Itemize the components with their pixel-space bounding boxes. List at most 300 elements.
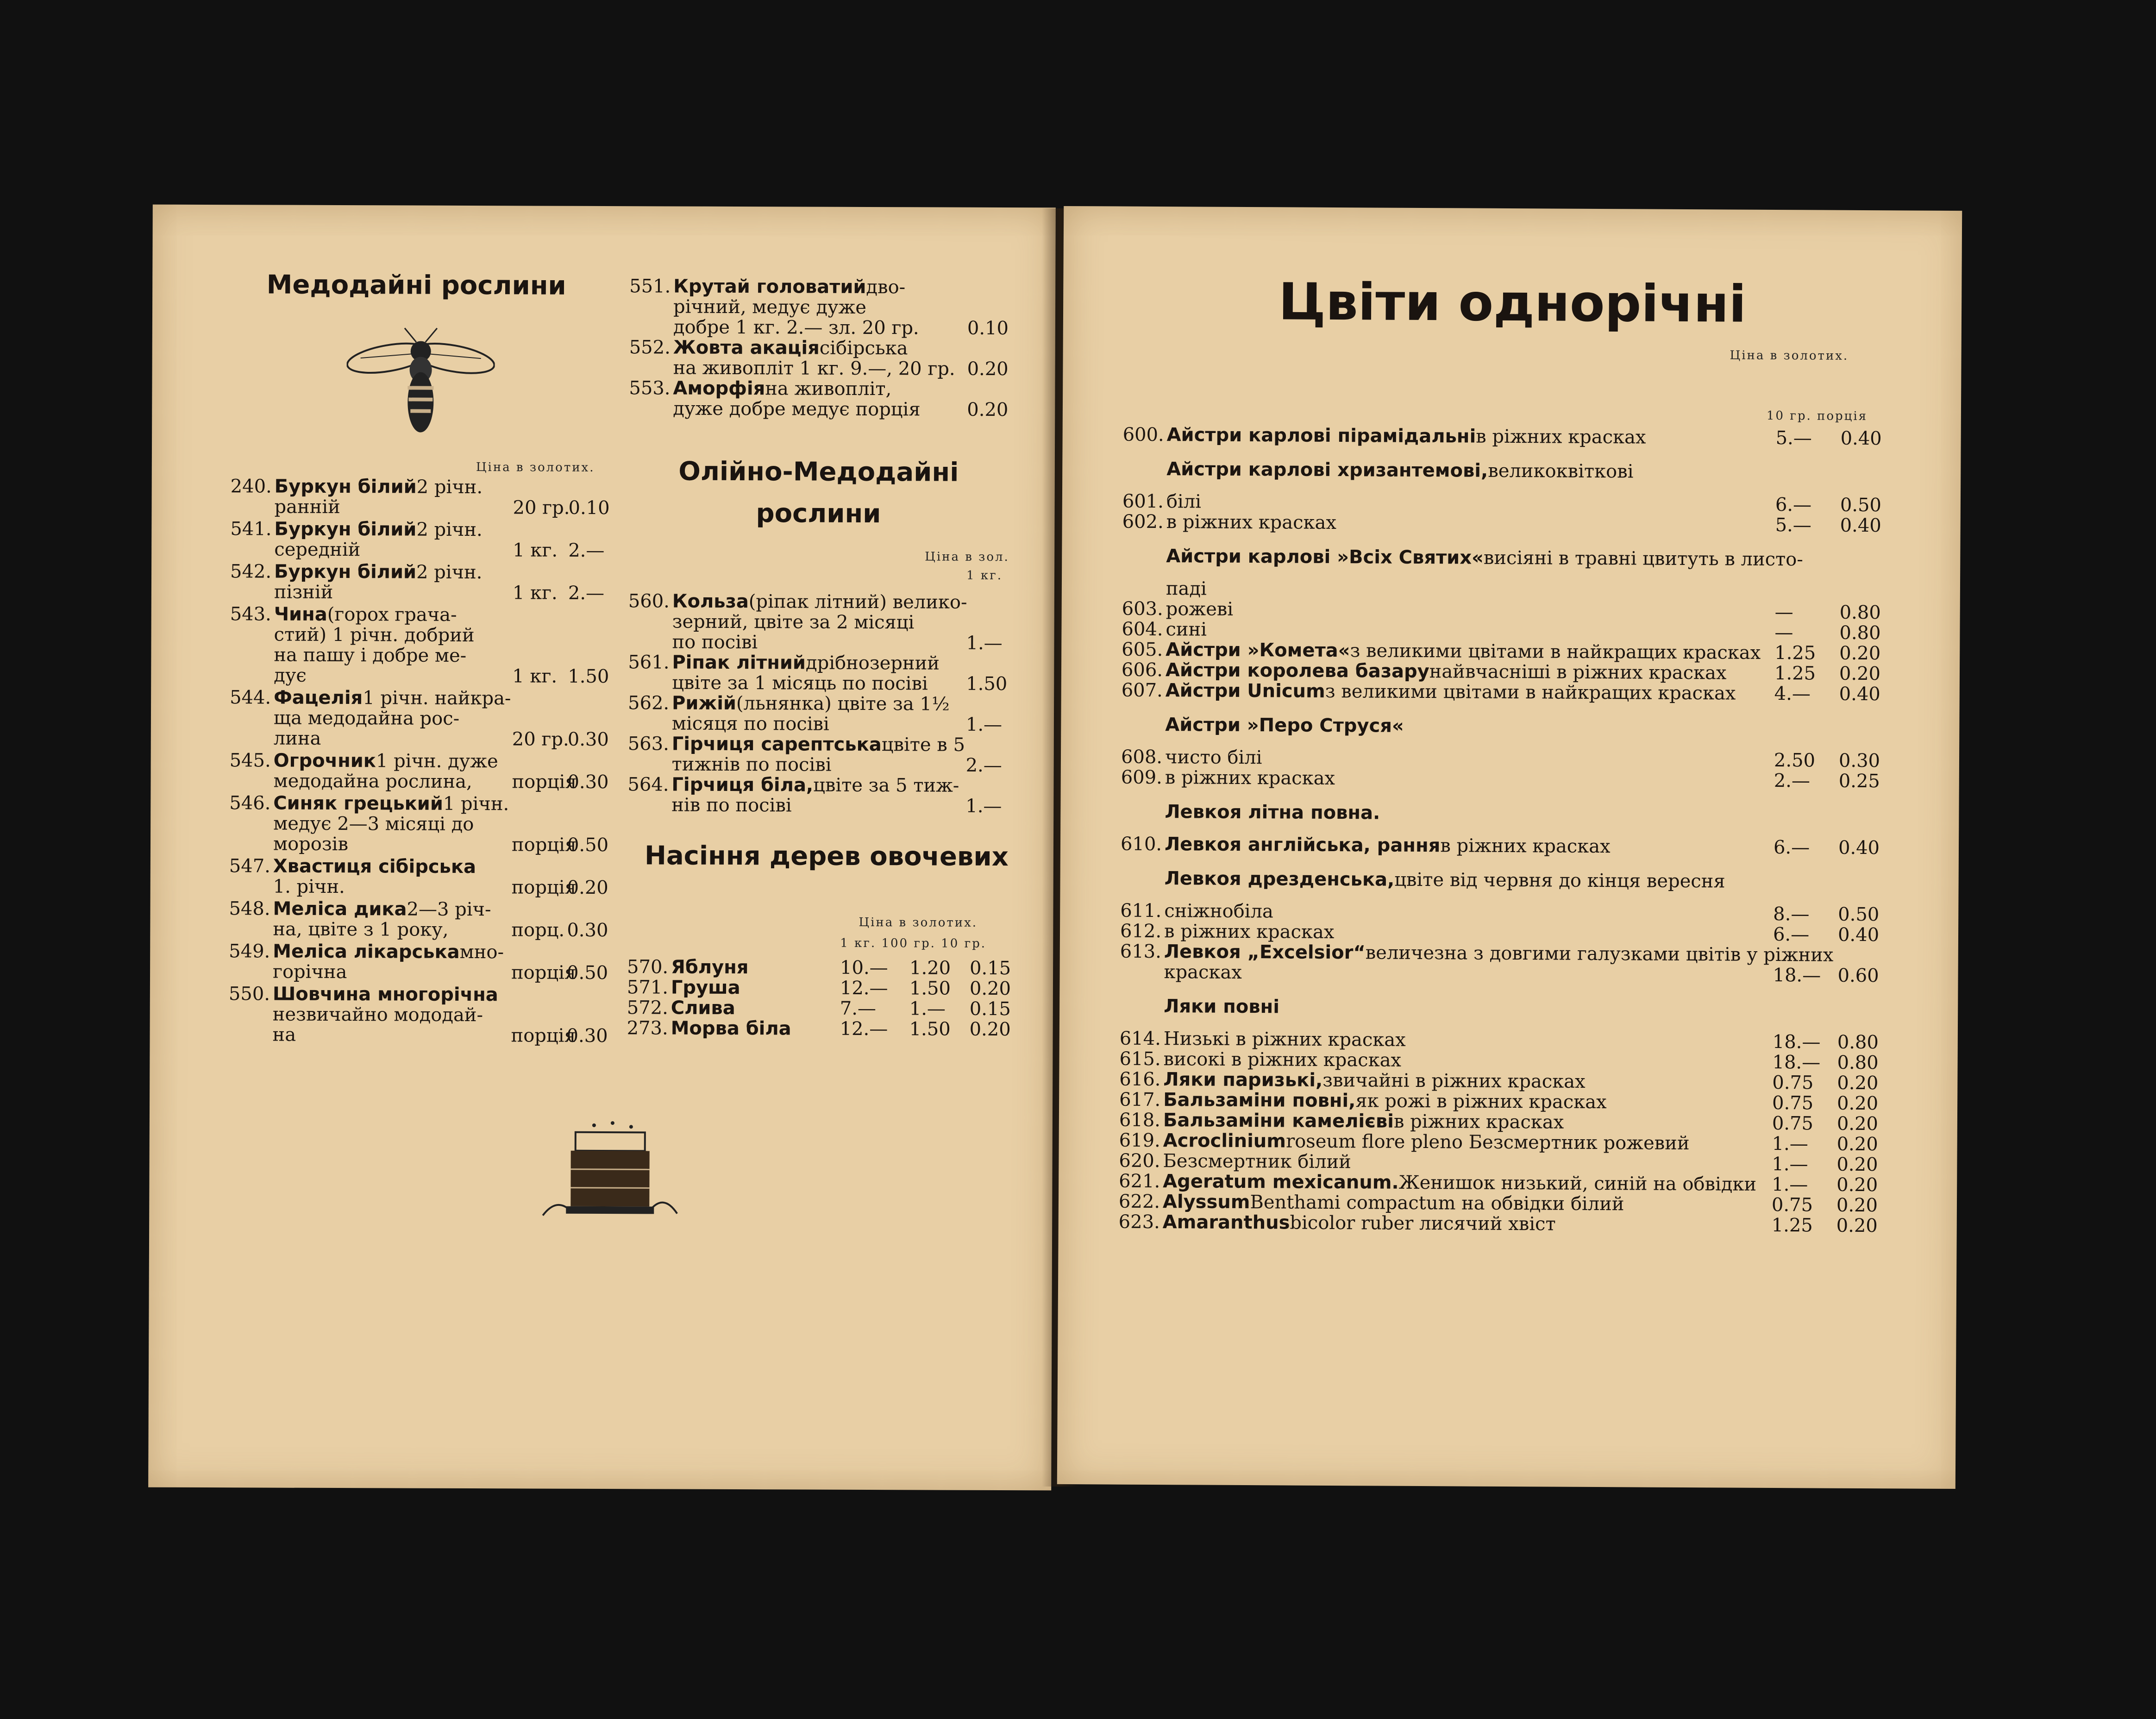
item-description: 2—3 річ- — [407, 898, 491, 921]
item-description: сині — [1166, 619, 1207, 640]
price-10g: 1.— — [1772, 1133, 1808, 1155]
item-number: 549. — [229, 941, 270, 962]
honey-title: Медодайні рослини — [266, 270, 566, 301]
item-unit: порція — [512, 771, 577, 793]
price-100g: 1.50 — [909, 1018, 951, 1040]
item-name: Жовта акація — [673, 337, 820, 359]
item-description: (льнянка) цвіте за 1½ — [736, 693, 950, 715]
item-description: 1 річн. — [443, 793, 509, 815]
item-description-line: добре 1 кг. 2.— зл. 20 гр. — [673, 316, 919, 339]
price-portion: 0.50 — [1838, 903, 1880, 926]
price-portion: 0.20 — [1837, 1072, 1879, 1094]
price-portion: 0.40 — [1840, 514, 1881, 537]
item-description: цвіте від червня до кінця вересня — [1394, 869, 1725, 892]
item-name: Левкоя англійська, рання — [1164, 834, 1441, 857]
item-name: Слива — [671, 997, 735, 1019]
item-number: 545. — [229, 750, 271, 772]
item-description-line: на живопліт 1 кг. 9.—, 20 гр. — [673, 357, 955, 380]
item-number: 542. — [230, 561, 272, 583]
section-heading — [1122, 458, 1633, 483]
item-price: 0.30 — [566, 1025, 608, 1047]
item-description-line: пізній — [274, 581, 333, 603]
honey-item — [629, 276, 905, 298]
item-number: 547. — [229, 855, 270, 877]
item-number: 623. — [1118, 1211, 1160, 1233]
flower-item — [1119, 1089, 1607, 1113]
item-description: дво- — [866, 276, 906, 298]
fruit-header-2: 1 кг. 100 гр. 10 гр. — [840, 936, 987, 951]
item-name: Кольза — [672, 590, 749, 613]
item-description-line: зерний, цвіте за 2 місяці — [672, 611, 915, 634]
flower-item — [1120, 1028, 1406, 1051]
price-10g: 8.— — [1773, 903, 1810, 925]
item-description: великоквіткові — [1488, 460, 1634, 483]
price-portion: 0.20 — [1836, 1113, 1879, 1135]
item-price: 2.— — [568, 540, 605, 562]
oil-item — [627, 774, 959, 796]
item-description-line: незвичайно мододай- — [272, 1004, 483, 1026]
fruit-item — [627, 997, 735, 1019]
right-price-header: Ціна в золотих. — [1730, 348, 1849, 363]
item-name: Аморфія — [673, 377, 765, 400]
flower-item — [1123, 424, 1646, 448]
item-description: в ріжних красках — [1166, 511, 1337, 534]
item-price: 0.30 — [567, 771, 609, 793]
item-description-line: на пашу і добре ме- — [274, 644, 467, 666]
item-description-line: по посіві — [672, 631, 758, 653]
fruit-item — [627, 1017, 791, 1039]
item-description: чисто білі — [1165, 747, 1262, 769]
item-name: Буркун білий — [274, 518, 417, 540]
item-number: 605. — [1122, 639, 1163, 661]
honey-item — [230, 750, 498, 772]
item-description: звичайні в ріжних красках — [1322, 1069, 1586, 1092]
item-description: в ріжних красках — [1164, 921, 1335, 943]
item-description: паді — [1166, 578, 1207, 600]
flower-item — [1119, 1048, 1401, 1071]
item-description: висіяні в травні цвитуть в листо- — [1483, 547, 1803, 571]
flower-item — [1122, 511, 1337, 533]
item-price: 0.20 — [967, 358, 1009, 380]
flower-item — [1120, 921, 1335, 943]
item-description-line: медує 2—3 місяці до — [273, 813, 474, 835]
item-description: bicolor ruber лисячий хвіст — [1290, 1212, 1556, 1235]
item-number: 553. — [629, 377, 671, 399]
item-description: в ріжних красках — [1476, 426, 1646, 448]
price-portion: 0.40 — [1839, 683, 1880, 705]
item-description-line: 1. річн. — [273, 876, 345, 898]
price-10g: 1.25 — [1774, 642, 1816, 664]
section-heading — [1120, 996, 1279, 1018]
item-description-line: лина — [273, 728, 321, 749]
item-number: 541. — [230, 518, 272, 540]
price-100g: 1.— — [909, 998, 946, 1020]
price-portion: 0.80 — [1839, 602, 1881, 624]
fruit-header-1: Ціна в золотих. — [859, 915, 978, 930]
item-number: 617. — [1119, 1089, 1161, 1111]
item-price: 1.— — [965, 714, 1003, 736]
item-number: 546. — [229, 792, 271, 814]
item-number: 607. — [1121, 679, 1163, 702]
right-page — [1057, 206, 1962, 1489]
fruit-items — [153, 205, 1056, 208]
item-description: мно- — [459, 941, 504, 963]
item-number: 560. — [628, 590, 670, 612]
item-description: 2 річн. — [416, 561, 483, 583]
item-description-line: річний, медує дуже — [673, 296, 867, 318]
item-name: Бальзаміни камелієві — [1163, 1110, 1394, 1132]
price-portion: 0.80 — [1839, 622, 1881, 644]
item-description: величезна з довгими галузками цвітів у ріжних — [1365, 942, 1834, 966]
item-number — [1122, 458, 1166, 480]
item-name: Синяк грецький — [273, 792, 444, 815]
item-price: 0.30 — [567, 728, 609, 751]
item-price: 2.— — [568, 582, 605, 604]
oil-title-2: рослини — [756, 498, 881, 529]
item-description: в ріжних красках — [1165, 767, 1335, 790]
item-name: Меліса лікарська — [273, 941, 460, 963]
item-number: 610. — [1120, 833, 1162, 855]
item-description: як рожі в ріжних красках — [1355, 1090, 1607, 1113]
price-portion: 0.20 — [1836, 1154, 1878, 1176]
price-100g: 1.50 — [909, 978, 951, 999]
item-name: Бальзаміни повні, — [1163, 1089, 1356, 1112]
price-100g: 1.20 — [909, 957, 951, 979]
honey-item — [229, 855, 476, 878]
item-description: з великими цвітами в найкращих красках — [1350, 640, 1761, 664]
flower-items — [1064, 206, 1962, 211]
item-description: цвіте за 5 тиж- — [813, 774, 959, 797]
price-10g: 18.— — [1772, 1051, 1821, 1073]
price-10g: 6.— — [1773, 923, 1810, 946]
honey-item — [230, 561, 483, 583]
price-portion: 0.20 — [1836, 1215, 1878, 1237]
price-portion: 0.20 — [1839, 642, 1881, 665]
item-name: Ляки паризькі, — [1163, 1069, 1323, 1091]
item-price: 1.— — [965, 795, 1002, 817]
price-portion: 0.20 — [1836, 1174, 1878, 1196]
item-description-line: горічна — [272, 961, 347, 983]
item-description: рожеві — [1166, 598, 1234, 620]
honey-item — [231, 476, 483, 498]
item-name: Груша — [671, 977, 740, 999]
item-number — [1121, 714, 1165, 735]
item-number: 615. — [1119, 1048, 1161, 1070]
item-price: 0.50 — [566, 962, 608, 984]
item-description: цвіте в 5 — [881, 734, 965, 756]
honey-item — [229, 983, 498, 1005]
item-number: 544. — [230, 687, 271, 709]
price-portion: 0.20 — [1836, 1133, 1878, 1155]
item-description: Женишок низький, синій на обвідки — [1398, 1172, 1757, 1195]
item-name: Хвастиця сібірська — [273, 855, 476, 878]
price-10g: 0.20 — [969, 978, 1011, 1000]
item-price: 1.50 — [966, 673, 1008, 695]
left-page — [148, 205, 1056, 1491]
price-1kg: 7.— — [840, 998, 877, 1020]
honey-items — [153, 205, 1056, 208]
price-portion: 0.20 — [1836, 1194, 1878, 1217]
item-number: 608. — [1121, 746, 1163, 768]
item-name: Айстри Unicum — [1165, 680, 1325, 702]
flower-item — [1122, 578, 1207, 600]
price-10g: 6.— — [1775, 494, 1812, 516]
fruit-title: Насіння дерев овочевих — [644, 841, 1009, 872]
item-price: 0.10 — [568, 497, 610, 519]
item-number: 619. — [1119, 1129, 1160, 1152]
flower-item — [1121, 767, 1335, 789]
flower-item — [1122, 598, 1234, 620]
price-1kg: 10.— — [840, 957, 888, 979]
item-description: красках — [1164, 961, 1242, 983]
item-name: Айстри »Комета« — [1166, 639, 1350, 662]
honey-item — [229, 898, 491, 920]
item-name: Левкоя літна повна. — [1165, 801, 1380, 824]
item-number: 564. — [627, 774, 669, 796]
section-heading — [1122, 546, 1803, 571]
price-portion: 0.30 — [1838, 750, 1880, 772]
item-number: 561. — [628, 652, 670, 673]
item-name: Айстри карлові пірамідальні — [1166, 424, 1476, 447]
price-portion: 0.40 — [1838, 837, 1880, 859]
item-description-line: стий) 1 річн. добрий — [274, 624, 475, 646]
price-1kg: 12.— — [840, 977, 888, 999]
item-number: 570. — [627, 956, 669, 978]
item-name: Рижій — [672, 692, 737, 715]
item-number: 621. — [1119, 1170, 1160, 1192]
item-description-line: на, цвіте з 1 року, — [273, 918, 449, 941]
item-name: Огрочник — [273, 750, 376, 772]
item-number: 614. — [1119, 1028, 1161, 1050]
item-price: 0.10 — [967, 317, 1009, 339]
honey-item — [230, 603, 457, 626]
flower-item — [1122, 619, 1207, 640]
fruit-item — [627, 956, 749, 978]
item-description-line: нів по посіві — [671, 794, 792, 816]
item-price: 0.30 — [567, 919, 608, 941]
item-description-line: ща медодайна рос- — [273, 707, 460, 729]
item-description-line: цвіте за 1 місяць по посіві — [672, 672, 928, 695]
price-10g: 0.75 — [1772, 1112, 1814, 1135]
item-description: Benthami compactum на обвідки білий — [1250, 1192, 1624, 1215]
item-description: в ріжних красках — [1440, 835, 1611, 858]
price-10g: 0.75 — [1772, 1092, 1814, 1114]
item-unit: 1 кг. — [512, 582, 558, 604]
flower-item — [1119, 1211, 1556, 1235]
price-10g: 0.15 — [970, 957, 1011, 979]
item-description: на живопліт, — [765, 378, 892, 400]
item-number: 603. — [1122, 598, 1163, 620]
item-description: roseum flore pleno Безсмертник рожевий — [1285, 1130, 1690, 1154]
item-number: 572. — [627, 997, 668, 1019]
item-number: 571. — [627, 977, 669, 998]
price-10g: — — [1774, 621, 1793, 644]
item-description: 2 річн. — [416, 476, 483, 498]
flower-item — [1122, 491, 1201, 513]
item-name: Гірчиця сарептська — [671, 733, 882, 756]
section-heading — [1121, 714, 1404, 737]
price-10g: 0.75 — [1771, 1194, 1813, 1216]
item-unit: 1 кг. — [512, 665, 558, 687]
item-description-line: середній — [274, 539, 361, 561]
item-name: Левкоя дрезденська, — [1164, 868, 1395, 891]
flower-item — [1121, 834, 1611, 858]
item-name: Amaranthus — [1162, 1211, 1290, 1234]
item-number: 601. — [1122, 490, 1164, 513]
price-portion: 0.80 — [1837, 1052, 1879, 1074]
item-number: 563. — [627, 733, 669, 755]
item-description-line: місяця по посіві — [671, 713, 829, 735]
oil-item — [628, 652, 940, 674]
price-10g: 18.— — [1772, 1031, 1821, 1053]
item-name: Ляки повні — [1164, 996, 1280, 1018]
item-number — [1122, 546, 1166, 567]
item-description: 1 річн. найкра- — [363, 687, 511, 709]
right-col-header: 10 гр. порція — [1766, 408, 1868, 424]
item-unit: 20 гр. — [513, 497, 570, 519]
item-description: (горох грача- — [327, 603, 457, 626]
price-portion: 0.20 — [1836, 1092, 1879, 1115]
item-unit: порція — [511, 834, 577, 856]
item-number: 618. — [1119, 1109, 1161, 1131]
item-description: білі — [1166, 491, 1202, 513]
item-number: 600. — [1122, 424, 1164, 446]
item-name: Фацелія — [274, 687, 363, 709]
item-number: 604. — [1122, 618, 1163, 640]
item-number: 612. — [1120, 920, 1162, 942]
item-name: Шовчина многорічна — [272, 983, 498, 1006]
price-10g: — — [1774, 601, 1793, 623]
price-portion: 0.20 — [1839, 663, 1881, 685]
item-description: високі в ріжних красках — [1163, 1048, 1402, 1071]
price-10g: 0.75 — [1772, 1072, 1814, 1094]
price-portion: 0.50 — [1840, 494, 1882, 516]
price-portion: 0.80 — [1837, 1031, 1879, 1054]
item-name: Айстри »Перо Струся« — [1165, 714, 1404, 737]
fruit-item — [627, 977, 740, 998]
item-name: Ріпак літний — [672, 652, 806, 674]
flower-item — [1120, 900, 1273, 922]
honey-item — [230, 518, 483, 540]
item-description-line: на — [272, 1024, 296, 1046]
oil-price-header-2: 1 кг. — [966, 568, 1003, 583]
item-description: 1 річн. дуже — [376, 750, 498, 772]
item-name: Айстри карлові хризантемові, — [1166, 458, 1488, 482]
item-number — [1121, 868, 1165, 889]
item-unit: порц. — [511, 919, 565, 941]
item-number: 273. — [627, 1017, 668, 1039]
item-unit: 1 кг. — [513, 540, 558, 561]
item-description-line: дуже добре медує порція — [673, 398, 921, 420]
item-description-line: медодайна рослина, — [273, 770, 472, 793]
price-10g: 2.— — [1774, 770, 1811, 792]
item-description: 2 річн. — [416, 519, 483, 541]
price-10g: 1.25 — [1774, 662, 1816, 684]
oil-title-1: Олійно-Медодайні — [678, 456, 959, 488]
item-name: Яблуня — [671, 956, 749, 979]
item-name: Айстри королева базару — [1165, 659, 1429, 683]
price-10g: 1.25 — [1771, 1214, 1813, 1236]
price-10g: 2.50 — [1774, 749, 1816, 772]
honey-item — [230, 687, 511, 709]
item-name: Меліса дика — [273, 898, 407, 920]
item-unit: порція — [511, 877, 577, 898]
item-name: Морва біла — [671, 1017, 791, 1040]
item-number: 551. — [629, 276, 671, 297]
item-description: сібірська — [819, 337, 908, 359]
item-number: 602. — [1122, 511, 1164, 533]
item-name: Айстри карлові »Всіх Святих« — [1166, 546, 1484, 569]
item-number: 616. — [1119, 1068, 1161, 1091]
section-heading — [1121, 868, 1725, 892]
item-number — [1120, 996, 1164, 1017]
item-number: 620. — [1119, 1150, 1160, 1172]
item-description-line: дує — [274, 665, 307, 686]
item-description: сніжнобіла — [1164, 900, 1273, 922]
price-portion: 0.40 — [1837, 924, 1880, 946]
item-description-line: тижнів по посіві — [671, 753, 832, 776]
flower-item — [1119, 1069, 1586, 1092]
item-number: 543. — [230, 603, 271, 625]
right-title: Цвіти однорічні — [1278, 272, 1747, 334]
price-portion: 0.40 — [1840, 427, 1882, 450]
item-number — [1120, 961, 1164, 983]
price-portion: 0.25 — [1838, 770, 1880, 792]
oil-item — [628, 692, 950, 715]
item-unit: 20 гр. — [512, 728, 569, 750]
item-description: Безсмертник білий — [1163, 1150, 1352, 1173]
item-name: Чина — [274, 603, 327, 625]
item-unit: порція — [511, 1025, 576, 1047]
oil-price-header-1: Ціна в зол. — [925, 550, 1009, 565]
item-name: Acroclinium — [1163, 1130, 1286, 1152]
item-price: 0.20 — [967, 399, 1009, 421]
item-number — [1121, 801, 1165, 822]
item-price: 1.50 — [568, 665, 609, 688]
item-description: з великими цвітами в найкращих красках — [1325, 680, 1736, 704]
item-number: 240. — [230, 476, 272, 497]
item-number: 550. — [228, 983, 270, 1005]
honey-item — [229, 941, 504, 963]
item-description: найвчасніші в ріжних красках — [1429, 661, 1727, 684]
flower-item — [1119, 1110, 1564, 1133]
item-number: 562. — [628, 692, 670, 714]
price-10g: 1.— — [1772, 1153, 1808, 1175]
item-price: 2.— — [965, 754, 1002, 777]
flower-item — [1122, 680, 1736, 704]
honey-item — [629, 377, 891, 400]
item-unit: порція — [511, 962, 577, 984]
item-name: Буркун білий — [274, 476, 417, 498]
item-number: 611. — [1120, 900, 1162, 922]
item-number: 606. — [1121, 659, 1163, 681]
item-number: 622. — [1118, 1191, 1160, 1213]
item-name: Ageratum mexicanum. — [1163, 1171, 1399, 1193]
item-description: (ріпак літний) велико- — [748, 591, 967, 613]
flower-item — [1121, 747, 1262, 769]
price-10g: 1.— — [1772, 1173, 1808, 1196]
price-10g: 5.— — [1775, 427, 1812, 449]
item-name: Гірчиця біла, — [671, 774, 814, 796]
oil-item — [628, 590, 967, 613]
honey-item — [229, 792, 509, 815]
price-10g: 4.— — [1774, 683, 1811, 705]
item-number — [1122, 578, 1166, 599]
item-description-line: ранній — [274, 496, 340, 518]
bee-illustration — [346, 326, 495, 437]
flower-item — [1119, 1150, 1351, 1173]
item-description: дрібнозерний — [805, 652, 940, 674]
